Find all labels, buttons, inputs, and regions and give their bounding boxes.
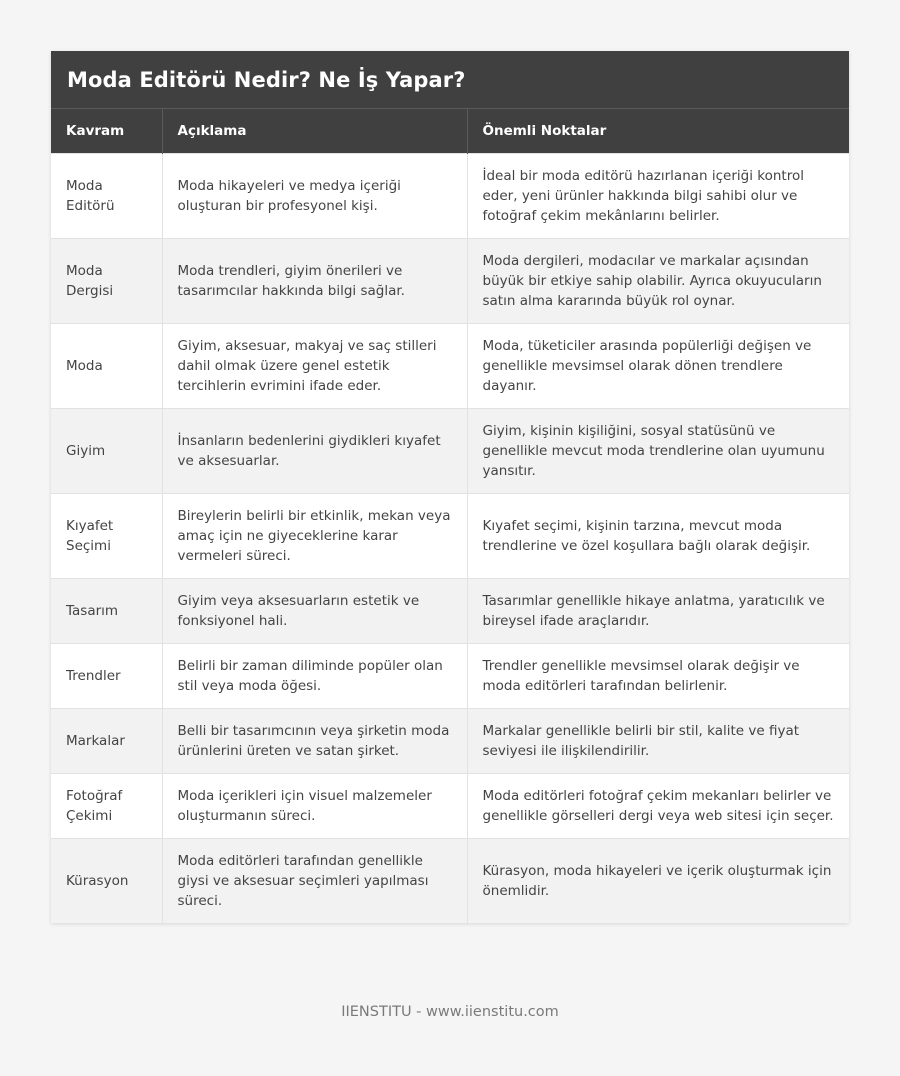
cell-aciklama: İnsanların bedenlerini giydikleri kıyafet ve aksesuarlar. xyxy=(162,409,467,494)
cell-kavram: Kürasyon xyxy=(51,839,162,924)
content-card xyxy=(51,51,849,923)
cell-kavram: Moda Dergisi xyxy=(51,239,162,324)
cell-onemli-noktalar: Markalar genellikle belirli bir stil, kalite ve fiyat seviyesi ile ilişkilendirilir. xyxy=(467,709,849,774)
cell-aciklama: Moda trendleri, giyim önerileri ve tasarımcılar hakkında bilgi sağlar. xyxy=(162,239,467,324)
cell-aciklama: Moda editörleri tarafından genellikle giysi ve aksesuar seçimleri yapılması süreci. xyxy=(162,839,467,924)
cell-onemli-noktalar: Kıyafet seçimi, kişinin tarzına, mevcut moda trendlerine ve özel koşullara bağlı olarak değişir. xyxy=(467,494,849,579)
title-bar xyxy=(51,51,849,109)
footer-credit: IIENSTITU - www.iienstitu.com xyxy=(341,1004,559,1020)
cell-kavram: Tasarım xyxy=(51,579,162,644)
cell-onemli-noktalar: İdeal bir moda editörü hazırlanan içeriği kontrol eder, yeni ürünler hakkında bilgi sahibi olur ve fotoğraf çekim mekânlarını belirler. xyxy=(467,154,849,239)
table-row xyxy=(51,644,849,709)
table-row xyxy=(51,239,849,324)
cell-onemli-noktalar: Kürasyon, moda hikayeleri ve içerik oluşturmak için önemlidir. xyxy=(467,839,849,924)
cell-aciklama: Belirli bir zaman diliminde popüler olan stil veya moda öğesi. xyxy=(162,644,467,709)
table-row xyxy=(51,494,849,579)
cell-kavram: Markalar xyxy=(51,709,162,774)
table-header-row xyxy=(51,109,849,154)
table-row xyxy=(51,579,849,644)
cell-kavram: Moda Editörü xyxy=(51,154,162,239)
cell-kavram: Kıyafet Seçimi xyxy=(51,494,162,579)
table-row xyxy=(51,324,849,409)
table-row xyxy=(51,709,849,774)
cell-onemli-noktalar: Tasarımlar genellikle hikaye anlatma, yaratıcılık ve bireysel ifade araçlarıdır. xyxy=(467,579,849,644)
cell-onemli-noktalar: Moda, tüketiciler arasında popülerliği değişen ve genellikle mevsimsel olarak dönen trendlere dayanır. xyxy=(467,324,849,409)
cell-onemli-noktalar: Moda dergileri, modacılar ve markalar açısından büyük bir etkiye sahip olabilir. Ayrıca okuyucuların satın alma kararında büyük rol oynar. xyxy=(467,239,849,324)
header-aciklama: Açıklama xyxy=(162,109,467,154)
page-title: Moda Editörü Nedir? Ne İş Yapar? xyxy=(67,67,466,92)
cell-kavram: Moda xyxy=(51,324,162,409)
table-row xyxy=(51,409,849,494)
cell-aciklama: Giyim, aksesuar, makyaj ve saç stilleri dahil olmak üzere genel estetik tercihlerin evrimini ifade eder. xyxy=(162,324,467,409)
table-row xyxy=(51,839,849,924)
cell-aciklama: Giyim veya aksesuarların estetik ve fonksiyonel hali. xyxy=(162,579,467,644)
table-row xyxy=(51,774,849,839)
cell-aciklama: Belli bir tasarımcının veya şirketin moda ürünlerini üreten ve satan şirket. xyxy=(162,709,467,774)
cell-aciklama: Bireylerin belirli bir etkinlik, mekan veya amaç için ne giyeceklerine karar vermeleri süreci. xyxy=(162,494,467,579)
cell-kavram: Trendler xyxy=(51,644,162,709)
cell-kavram: Giyim xyxy=(51,409,162,494)
header-kavram: Kavram xyxy=(51,109,162,154)
cell-kavram: Fotoğraf Çekimi xyxy=(51,774,162,839)
cell-onemli-noktalar: Moda editörleri fotoğraf çekim mekanları belirler ve genellikle görselleri dergi veya web sitesi için seçer. xyxy=(467,774,849,839)
cell-onemli-noktalar: Giyim, kişinin kişiliğini, sosyal statüsünü ve genellikle mevcut moda trendlerine olan uyumunu yansıtır. xyxy=(467,409,849,494)
cell-onemli-noktalar: Trendler genellikle mevsimsel olarak değişir ve moda editörleri tarafından belirlenir. xyxy=(467,644,849,709)
cell-aciklama: Moda hikayeleri ve medya içeriği oluşturan bir profesyonel kişi. xyxy=(162,154,467,239)
concepts-table xyxy=(51,109,849,923)
cell-aciklama: Moda içerikleri için visuel malzemeler oluşturmanın süreci. xyxy=(162,774,467,839)
table-row xyxy=(51,154,849,239)
header-onemli-noktalar: Önemli Noktalar xyxy=(467,109,849,154)
